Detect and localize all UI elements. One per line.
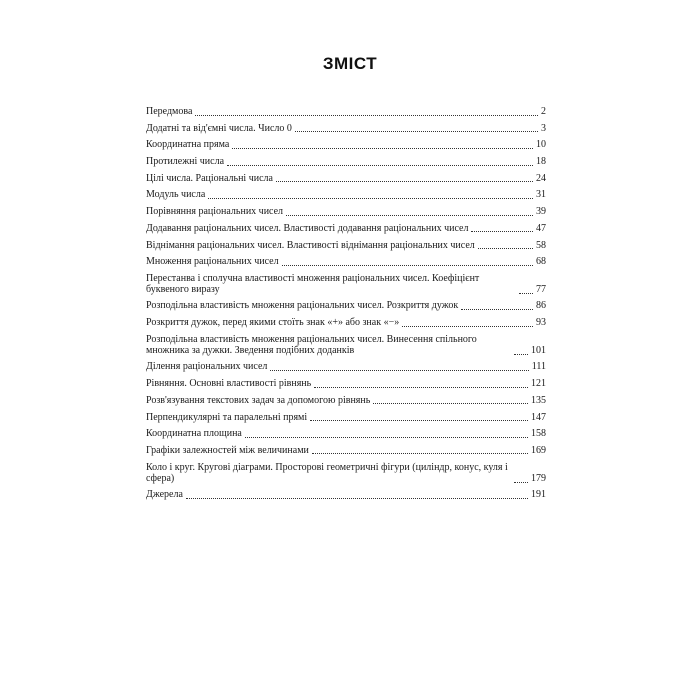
- toc-entry: [146, 428, 546, 440]
- toc-entry-page-number: 24: [536, 172, 546, 184]
- dot-leader: [402, 325, 533, 327]
- table-of-contents: [146, 106, 546, 506]
- toc-entry: [146, 106, 546, 118]
- toc-entry: [146, 412, 546, 424]
- dot-leader: [208, 197, 533, 199]
- toc-entry-page-number: 86: [536, 300, 546, 312]
- dot-leader: [514, 353, 528, 355]
- toc-entry-page-number: 147: [531, 411, 546, 423]
- toc-entry-page-number: 111: [531, 361, 546, 373]
- dot-leader: [461, 308, 533, 310]
- toc-entry: [146, 445, 546, 457]
- toc-entry-title: Ділення раціональних чисел: [146, 361, 268, 373]
- toc-entry-title: Координатна площина: [146, 428, 242, 440]
- toc-entry-page-number: 31: [536, 189, 546, 201]
- dot-leader: [282, 264, 533, 266]
- toc-entry-title: Протилежні числа: [146, 156, 225, 168]
- toc-entry-page-number: 18: [536, 156, 546, 168]
- toc-entry-page-number: 169: [531, 444, 546, 456]
- toc-entry-title: Цілі числа. Раціональні числа: [146, 172, 273, 184]
- dot-leader: [519, 292, 533, 294]
- toc-entry-page-number: 135: [531, 394, 546, 406]
- toc-entry-title: Рівняння. Основні властивості рівнянь: [146, 378, 312, 390]
- toc-entry: [146, 462, 546, 485]
- dot-leader: [478, 247, 533, 249]
- toc-entry-title: Модуль числа: [146, 189, 206, 201]
- toc-entry: [146, 361, 546, 373]
- toc-entry-page-number: 179: [531, 473, 546, 485]
- toc-entry: [146, 223, 546, 235]
- toc-entry-page-number: 121: [531, 378, 546, 390]
- toc-entry-title: Розподільна властивість множення раціональних чисел. Винесення спільного множника за дужки. Зведення подібних доданків: [146, 333, 477, 357]
- dot-leader: [232, 147, 533, 149]
- toc-entry: [146, 256, 546, 268]
- toc-entry: [146, 206, 546, 218]
- toc-entry-page-number: 3: [541, 122, 546, 134]
- dot-leader: [314, 386, 528, 388]
- toc-entry: [146, 378, 546, 390]
- toc-entry-page-number: 2: [541, 106, 546, 117]
- toc-entry-page-number: 68: [536, 256, 546, 268]
- toc-entry: [146, 395, 546, 407]
- dot-leader: [310, 419, 528, 421]
- toc-entry-title: Перпендикулярні та паралельні прямі: [146, 411, 308, 423]
- toc-entry: [146, 189, 546, 201]
- toc-entry-title: Віднімання раціональних чисел. Властивості віднімання раціональних чисел: [146, 239, 475, 251]
- toc-entry-title: Розкриття дужок, перед якими стоїть знак «+» або знак «−»: [146, 317, 400, 329]
- toc-entry-page-number: 93: [536, 317, 546, 329]
- toc-entry-title: Коло і круг. Кругові діаграми. Просторові геометричні фігури (циліндр, конус, куля і сфера): [146, 461, 508, 485]
- dot-leader: [227, 164, 533, 166]
- toc-entry-title: Додавання раціональних чисел. Властивості додавання раціональних чисел: [146, 222, 469, 234]
- toc-entry-title: Координатна пряма: [146, 139, 230, 151]
- toc-entry: [146, 489, 546, 501]
- toc-entry-title: Джерела: [146, 489, 183, 501]
- dot-leader: [295, 130, 538, 132]
- toc-entry: [146, 123, 546, 135]
- dot-leader: [195, 114, 538, 116]
- toc-entry: [146, 317, 546, 329]
- dot-leader: [373, 402, 528, 404]
- toc-entry-title: Перестанва і сполучна властивості множення раціональних чисел. Коефіцієнт буквеного виразу: [146, 272, 480, 296]
- dot-leader: [245, 436, 528, 438]
- toc-entry-title: Додатні та від'ємні числа. Число 0: [146, 122, 292, 134]
- toc-entry-page-number: 58: [536, 239, 546, 251]
- toc-entry-title: Розподільна властивість множення раціональних чисел. Розкриття дужок: [146, 300, 459, 312]
- toc-entry-page-number: 191: [531, 489, 546, 501]
- dot-leader: [276, 180, 533, 182]
- toc-entry: [146, 139, 546, 151]
- toc-entry-title: Розв'язування текстових задач за допомогою рівнянь: [146, 394, 371, 406]
- dot-leader: [471, 230, 533, 232]
- dot-leader: [270, 369, 528, 371]
- toc-entry-title: Графіки залежностей між величинами: [146, 444, 309, 456]
- toc-entry-title: Порівняння раціональних чисел: [146, 206, 284, 218]
- toc-entry-page-number: 77: [536, 284, 546, 296]
- dot-leader: [286, 214, 533, 216]
- dot-leader: [186, 497, 528, 499]
- toc-entry-title: Множення раціональних чисел: [146, 256, 279, 268]
- dot-leader: [312, 452, 528, 454]
- toc-entry: [146, 156, 546, 168]
- toc-entry-title: Передмова: [146, 106, 193, 117]
- toc-entry-page-number: 39: [536, 206, 546, 218]
- toc-entry-page-number: 47: [536, 222, 546, 234]
- toc-entry: [146, 173, 546, 185]
- toc-entry: [146, 334, 546, 357]
- toc-entry: [146, 240, 546, 252]
- dot-leader: [514, 481, 528, 483]
- page-title: ЗМІСТ: [322, 54, 378, 73]
- toc-entry: [146, 273, 546, 296]
- toc-entry-page-number: 101: [531, 345, 546, 357]
- toc-entry: [146, 300, 546, 312]
- toc-entry-page-number: 158: [531, 428, 546, 440]
- toc-entry-page-number: 10: [536, 139, 546, 151]
